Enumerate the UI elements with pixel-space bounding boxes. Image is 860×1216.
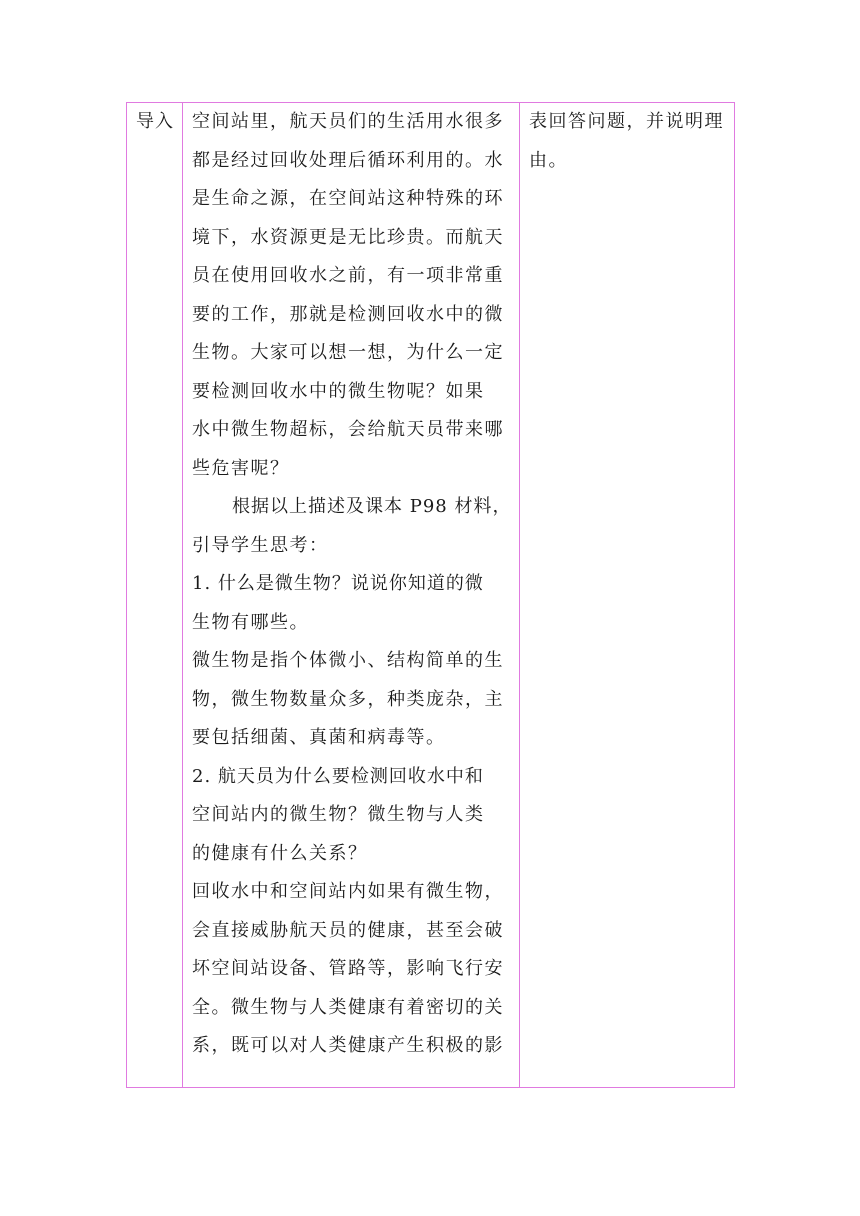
teacher-text-line: 员在使用回收水之前，有一项非常重 (192, 265, 504, 286)
teacher-text-line: 空间站内的微生物？微生物与人类 (192, 804, 485, 825)
answer-text-line: 物，微生物数量众多，种类庞杂，主 (192, 688, 504, 710)
teacher-text-line: 空间站里，航天员们的生活用水很多 (192, 111, 504, 132)
teacher-text-line: 水中微生物超标，会给航天员带来哪 (192, 419, 504, 440)
answer-text-line: 坏空间站设备、管路等，影响飞行安 (192, 958, 504, 979)
answer-text-line: 微生物是指个体微小、结构简单的生 (192, 650, 504, 671)
lesson-plan-table (126, 102, 735, 1088)
teacher-activity-cell (183, 103, 520, 1088)
teacher-text-line: 引导学生思考： (192, 534, 329, 556)
teacher-text-line: 的健康有什么关系？ (192, 842, 368, 864)
teacher-text-line: 些危害呢？ (192, 457, 290, 479)
answer-text-line: 会直接威胁航天员的健康，甚至会破 (192, 919, 504, 941)
teacher-text-line: 都是经过回收处理后循环利用的。水 (192, 149, 504, 171)
teacher-text-line: 是生命之源，在空间站这种特殊的环 (192, 188, 504, 209)
student-text-line: 表回答问题，并说明理 (529, 111, 724, 132)
student-text-line: 由。 (529, 149, 568, 171)
table-row (127, 103, 735, 1088)
answer-text-line: 要包括细菌、真菌和病毒等。 (192, 727, 446, 748)
teacher-text-line: 生物。大家可以想一想，为什么一定 (192, 342, 504, 363)
teacher-text-line: 根据以上描述及课本 P98 材料， (232, 496, 512, 517)
teacher-text-line: 要的工作，那就是检测回收水中的微 (192, 303, 504, 325)
answer-text-line: 回收水中和空间站内如果有微生物， (192, 881, 504, 902)
question-one: 1. 什么是微生物？说说你知道的微 (192, 573, 484, 594)
teacher-text-line: 要检测回收水中的微生物呢？如果 (192, 380, 485, 402)
answer-text-line: 全。微生物与人类健康有着密切的关 (192, 996, 504, 1018)
stage-label: 导入 (136, 111, 174, 132)
teacher-text-line: 境下，水资源更是无比珍贵。而航天 (192, 226, 504, 248)
answer-text-line: 系，既可以对人类健康产生积极的影 (192, 1035, 504, 1056)
teacher-text-line: 生物有哪些。 (192, 611, 309, 633)
stage-cell (127, 103, 183, 1088)
student-activity-cell (520, 103, 735, 1088)
question-two: 2. 航天员为什么要检测回收水中和 (192, 765, 484, 787)
